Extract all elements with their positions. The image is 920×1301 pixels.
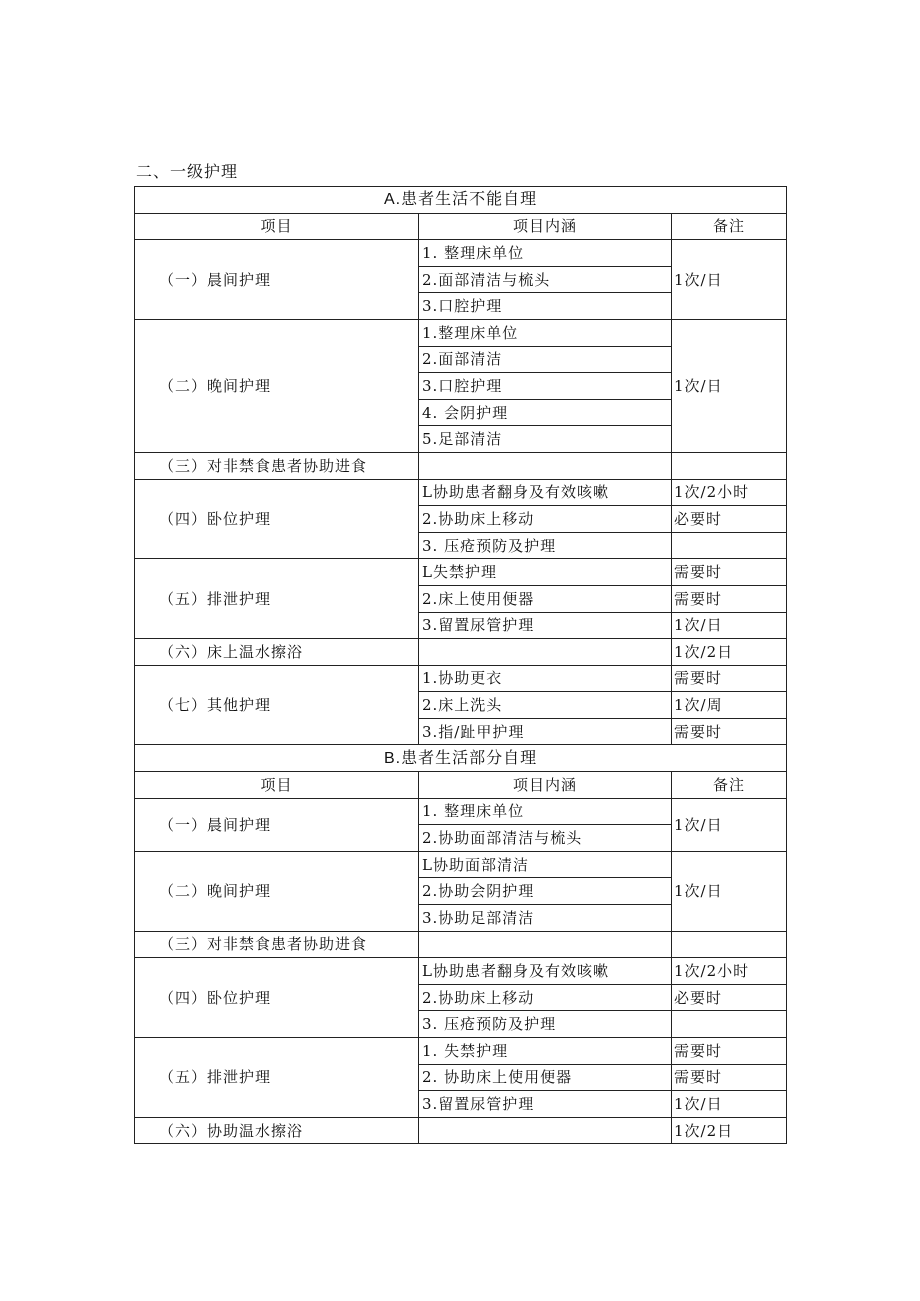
table-row bbox=[135, 559, 787, 586]
column-header-item: 项目 bbox=[135, 772, 419, 799]
content-cell: 2.面部清洁 bbox=[419, 346, 672, 373]
table-row bbox=[135, 958, 787, 985]
content-cell: 2.协助面部清洁与梳头 bbox=[419, 825, 672, 852]
content-cell bbox=[419, 639, 672, 666]
table-row bbox=[135, 639, 787, 666]
content-cell: 1.整理床单位 bbox=[419, 319, 672, 346]
section-a-title bbox=[135, 187, 787, 214]
table-row bbox=[135, 1038, 787, 1065]
table-row bbox=[135, 931, 787, 958]
column-header-row bbox=[135, 213, 787, 240]
note-cell: 1次/2小时 bbox=[672, 958, 787, 985]
content-cell bbox=[419, 452, 672, 479]
content-cell: 2.协助床上移动 bbox=[419, 506, 672, 533]
content-cell: 5.足部清洁 bbox=[419, 426, 672, 453]
column-header-content: 项目内涵 bbox=[419, 213, 672, 240]
item-cell: （三）对非禁食患者协助进食 bbox=[135, 452, 419, 479]
page-title: 二、一级护理 bbox=[136, 162, 239, 181]
section-b-title bbox=[135, 745, 787, 772]
note-cell: 1次/日 bbox=[672, 612, 787, 639]
section-a-header-row bbox=[135, 187, 787, 214]
section-b-letter: B. bbox=[383, 749, 402, 767]
note-cell: 1次/日 bbox=[672, 319, 787, 452]
note-cell bbox=[672, 1011, 787, 1038]
content-cell: 3.留置尿管护理 bbox=[419, 612, 672, 639]
item-cell: （六）床上温水擦浴 bbox=[135, 639, 419, 666]
column-header-note: 备注 bbox=[672, 772, 787, 799]
content-cell: 3.指/趾甲护理 bbox=[419, 718, 672, 745]
note-cell: 1次/日 bbox=[672, 798, 787, 851]
content-cell: L协助患者翻身及有效咳嗽 bbox=[419, 479, 672, 506]
table-row bbox=[135, 240, 787, 267]
table-row bbox=[135, 479, 787, 506]
note-cell: 需要时 bbox=[672, 585, 787, 612]
note-cell: 需要时 bbox=[672, 559, 787, 586]
note-cell: 需要时 bbox=[672, 1064, 787, 1091]
content-cell: L协助患者翻身及有效咳嗽 bbox=[419, 958, 672, 985]
note-cell bbox=[672, 931, 787, 958]
content-cell: 3. 压疮预防及护理 bbox=[419, 532, 672, 559]
note-cell: 1次/2日 bbox=[672, 639, 787, 666]
note-cell bbox=[672, 532, 787, 559]
content-cell: 1.协助更衣 bbox=[419, 665, 672, 692]
content-cell: 1. 失禁护理 bbox=[419, 1038, 672, 1065]
table-row bbox=[135, 665, 787, 692]
table-row bbox=[135, 798, 787, 825]
note-cell: 1次/日 bbox=[672, 851, 787, 931]
section-b-title-text: 患者生活部分自理 bbox=[401, 747, 538, 767]
content-cell: 3.口腔护理 bbox=[419, 373, 672, 400]
content-cell: 2.面部清洁与梳头 bbox=[419, 266, 672, 293]
content-cell: 2.协助会阴护理 bbox=[419, 878, 672, 905]
note-cell: 需要时 bbox=[672, 718, 787, 745]
column-header-row bbox=[135, 772, 787, 799]
column-header-content: 项目内涵 bbox=[419, 772, 672, 799]
content-cell: 2.床上洗头 bbox=[419, 692, 672, 719]
content-cell: 3.协助足部清洁 bbox=[419, 905, 672, 932]
content-cell: 2.床上使用便器 bbox=[419, 585, 672, 612]
content-cell: L失禁护理 bbox=[419, 559, 672, 586]
item-cell: （一）晨间护理 bbox=[135, 798, 419, 851]
content-cell: 3. 压疮预防及护理 bbox=[419, 1011, 672, 1038]
note-cell: 1次/日 bbox=[672, 240, 787, 320]
note-cell: 必要时 bbox=[672, 984, 787, 1011]
note-cell: 1次/周 bbox=[672, 692, 787, 719]
note-cell: 必要时 bbox=[672, 506, 787, 533]
table-row bbox=[135, 1117, 787, 1144]
note-cell: 需要时 bbox=[672, 665, 787, 692]
content-cell: 1. 整理床单位 bbox=[419, 240, 672, 267]
note-cell bbox=[672, 452, 787, 479]
item-cell: （四）卧位护理 bbox=[135, 958, 419, 1038]
content-cell: 1. 整理床单位 bbox=[419, 798, 672, 825]
item-cell: （一）晨间护理 bbox=[135, 240, 419, 320]
content-cell: 4. 会阴护理 bbox=[419, 399, 672, 426]
item-cell: （二）晚间护理 bbox=[135, 319, 419, 452]
item-cell: （四）卧位护理 bbox=[135, 479, 419, 559]
column-header-item: 项目 bbox=[135, 213, 419, 240]
content-cell: 3.留置尿管护理 bbox=[419, 1091, 672, 1118]
content-cell: L协助面部清洁 bbox=[419, 851, 672, 878]
content-cell: 2.协助床上移动 bbox=[419, 984, 672, 1011]
item-cell: （五）排泄护理 bbox=[135, 1038, 419, 1118]
table-row bbox=[135, 851, 787, 878]
note-cell: 1次/2日 bbox=[672, 1117, 787, 1144]
level-one-care-table bbox=[134, 186, 787, 1144]
content-cell bbox=[419, 931, 672, 958]
note-cell: 需要时 bbox=[672, 1038, 787, 1065]
section-a-title-text: 患者生活不能自理 bbox=[401, 189, 538, 209]
section-a-letter: A. bbox=[383, 191, 402, 209]
item-cell: （七）其他护理 bbox=[135, 665, 419, 745]
table-row bbox=[135, 319, 787, 346]
table-row bbox=[135, 452, 787, 479]
content-cell bbox=[419, 1117, 672, 1144]
section-b-header-row bbox=[135, 745, 787, 772]
content-cell: 3.口腔护理 bbox=[419, 293, 672, 320]
item-cell: （二）晚间护理 bbox=[135, 851, 419, 931]
item-cell: （三）对非禁食患者协助进食 bbox=[135, 931, 419, 958]
content-cell: 2. 协助床上使用便器 bbox=[419, 1064, 672, 1091]
item-cell: （六）协助温水擦浴 bbox=[135, 1117, 419, 1144]
note-cell: 1次/2小时 bbox=[672, 479, 787, 506]
note-cell: 1次/日 bbox=[672, 1091, 787, 1118]
column-header-note: 备注 bbox=[672, 213, 787, 240]
item-cell: （五）排泄护理 bbox=[135, 559, 419, 639]
